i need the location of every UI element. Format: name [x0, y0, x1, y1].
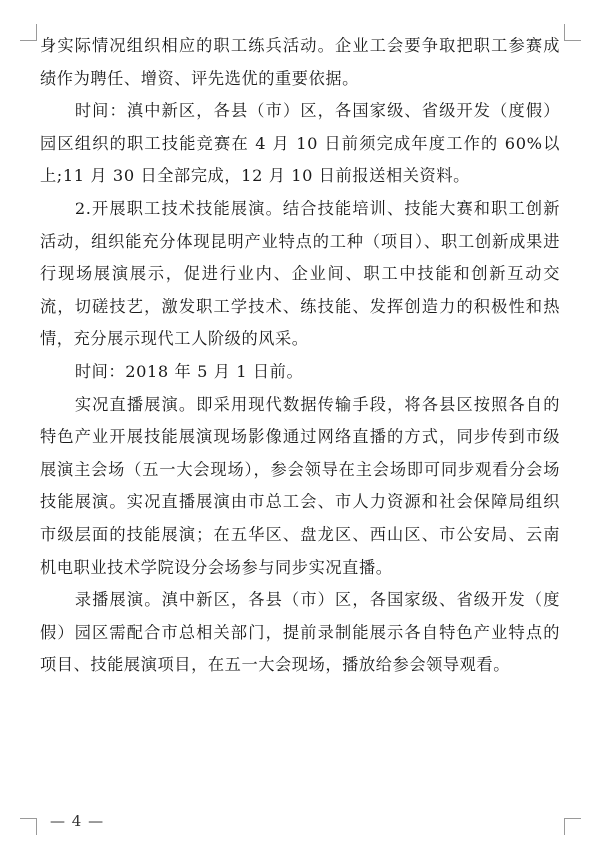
paragraph-exhibition-time: 时间：2018 年 5 月 1 日前。: [74, 361, 304, 381]
page-number: — 4 —: [50, 812, 105, 830]
paragraph-live-broadcast: 实况直播展演。即采用现代数据传输手段，将各县区按照各自的特色产业开展技能展演现场影像通过网络直播的方式，同步传到市级展演主会场（五一大会现场），参会领导在主会场即可同步观看分会场技能展演。实况直播展演由市总工会、市人力资源和社会保障局组织市级层面的技能展演；在五华区、盘龙区、西山区、市公安局、云南机电职业技术学院设分会场参与同步实况直播。: [40, 394, 560, 577]
document-body: [40, 30, 560, 682]
paragraph-competition-timeline: 时间：滇中新区，各县（市）区，各国家级、省级开发（度假）园区组织的职工技能竞赛在 4 月 10 日前须完成年度工作的 60%以上;11 月 30 日全部完成，12 月 10 日前报送相关资料。: [40, 101, 560, 186]
paragraph-continuation: 身实际情况组织相应的职工练兵活动。企业工会要争取把职工参赛成绩作为聘任、增资、评先选优的重要依据。: [40, 36, 560, 88]
paragraph-recorded-broadcast: 录播展演。滇中新区，各县（市）区，各国家级、省级开发（度假）园区需配合市总相关部门，提前录制能展示各自特色产业特点的项目、技能展演项目，在五一大会现场，播放给参会领导观看。: [40, 590, 560, 675]
crop-mark-bottom-right: [564, 818, 581, 835]
crop-mark-bottom-left: [20, 818, 37, 835]
crop-mark-top-right: [564, 24, 581, 41]
crop-mark-top-left: [20, 24, 37, 41]
paragraph-skills-exhibition: 2.开展职工技术技能展演。结合技能培训、技能大赛和职工创新活动，组织能充分体现昆明产业特点的工种（项目）、职工创新成果进行现场展演展示，促进行业内、企业间、职工中技能和创新互动交流，切磋技艺，激发职工学技术、练技能、发挥创造力的积极性和热情，充分展示现代工人阶级的风采。: [40, 198, 560, 349]
